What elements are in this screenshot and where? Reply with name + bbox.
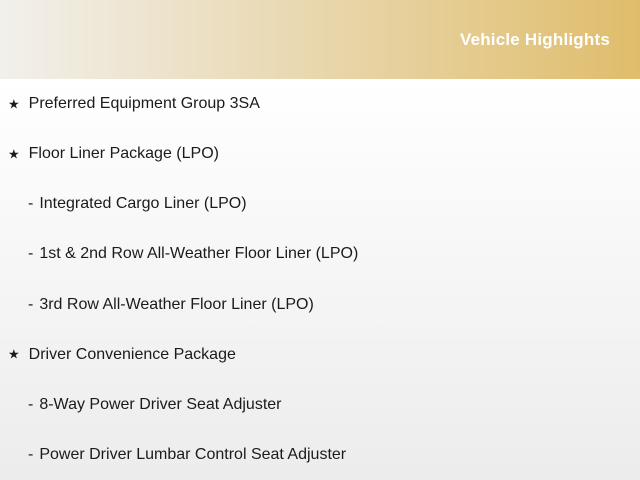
star-icon: ★ [8, 96, 20, 112]
list-item-label: 8-Way Power Driver Seat Adjuster [39, 395, 282, 413]
dash-icon: - [28, 245, 34, 263]
list-item-label: Preferred Equipment Group 3SA [28, 95, 260, 113]
dash-icon: - [28, 295, 34, 313]
star-icon: ★ [8, 346, 20, 362]
list-subitem [0, 229, 640, 279]
vehicle-highlights-header [0, 0, 640, 79]
list-subitem [0, 380, 640, 430]
highlights-list [0, 79, 640, 480]
dash-icon: - [28, 395, 34, 413]
list-item-label: Floor Liner Package (LPO) [28, 145, 219, 163]
star-icon: ★ [8, 146, 20, 162]
list-item-label: Driver Convenience Package [28, 345, 236, 363]
list-item-label: 1st & 2nd Row All-Weather Floor Liner (LPO) [39, 245, 359, 263]
dash-icon: - [28, 195, 34, 213]
list-item [0, 330, 640, 380]
dash-icon: - [28, 445, 34, 463]
list-item-label: Integrated Cargo Liner (LPO) [39, 195, 247, 213]
list-item-label: 3rd Row All-Weather Floor Liner (LPO) [39, 295, 314, 313]
list-item-label: Power Driver Lumbar Control Seat Adjuster [39, 445, 347, 463]
list-item [0, 129, 640, 179]
list-item [0, 79, 640, 129]
list-subitem [0, 430, 640, 480]
page-title: Vehicle Highlights [459, 29, 610, 49]
list-subitem [0, 280, 640, 330]
list-subitem [0, 179, 640, 229]
